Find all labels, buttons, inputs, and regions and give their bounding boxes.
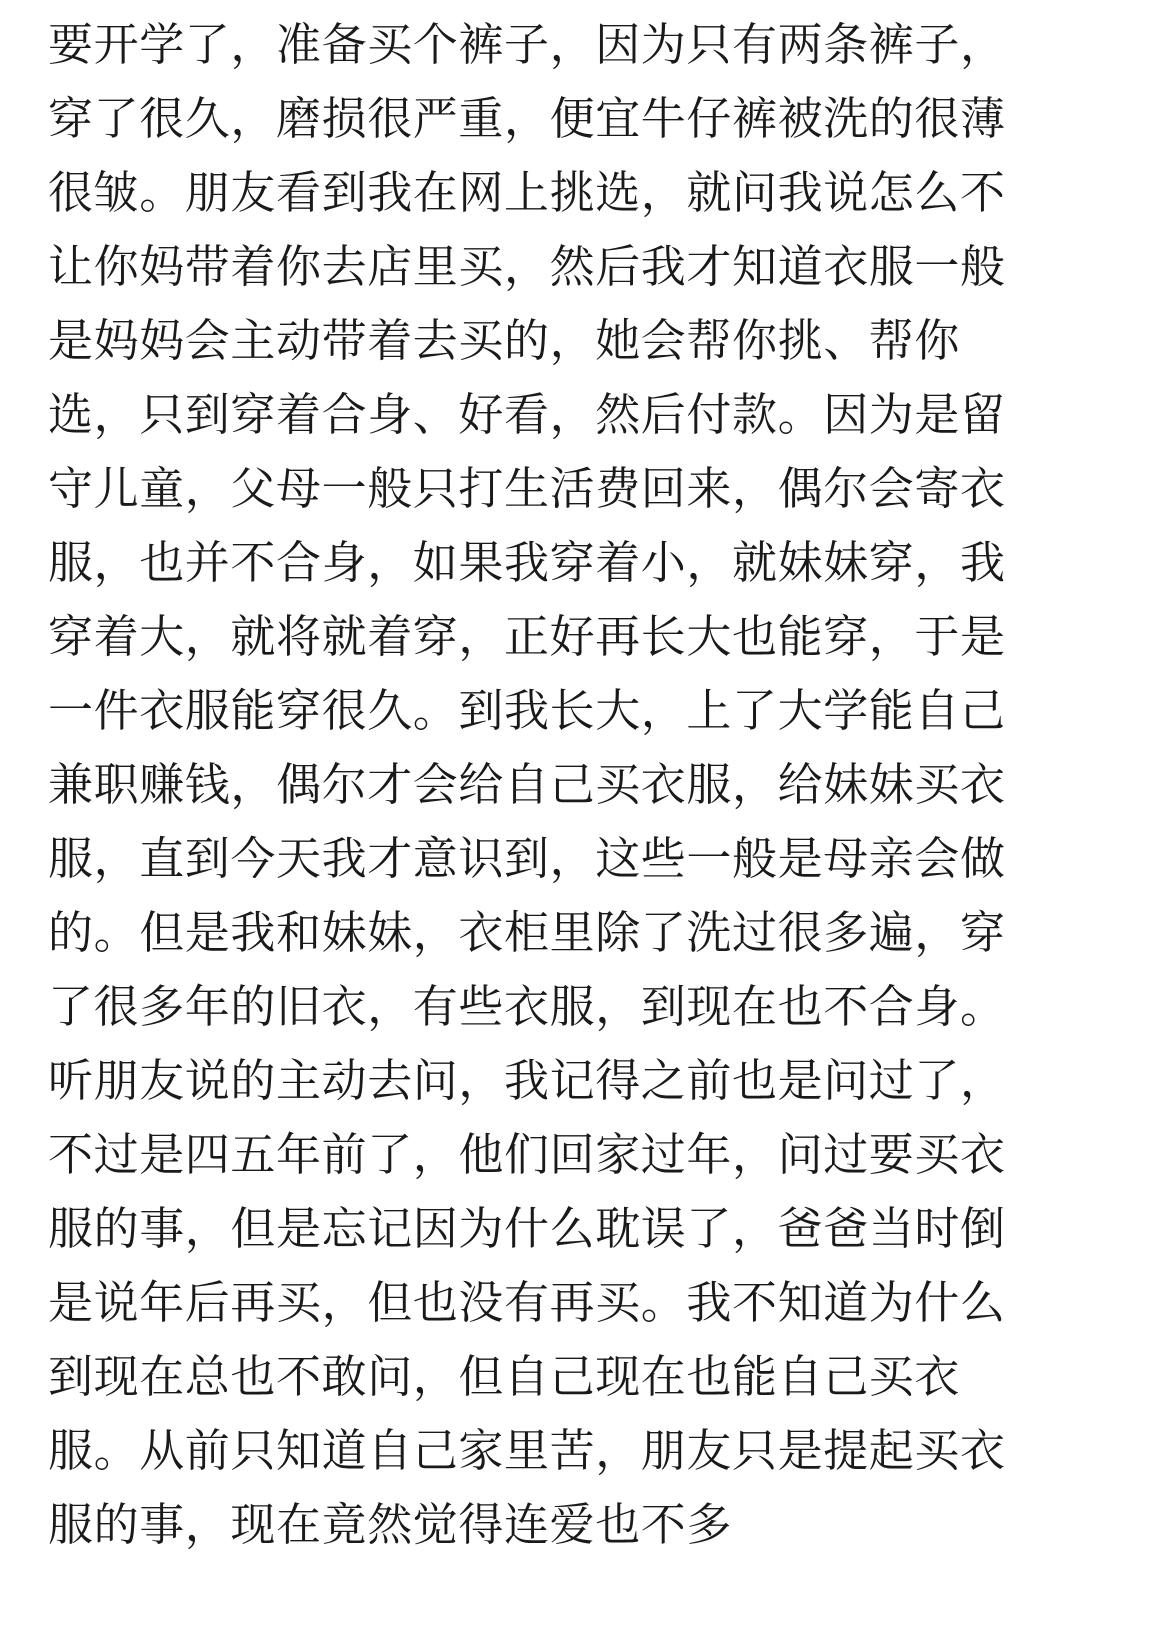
text-line: 穿了很久，磨损很严重，便宜牛仔裤被洗的很薄 xyxy=(48,92,1006,145)
text-line: 服。从前只知道自己家里苦，朋友只是提起买衣 xyxy=(48,1424,1006,1477)
text-line: 是妈妈会主动带着去买的，她会帮你挑、帮你 xyxy=(48,314,961,367)
text-line: 穿着大，就将就着穿，正好再长大也能穿，于是 xyxy=(48,610,1006,663)
text-line: 不过是四五年前了，他们回家过年，问过要买衣 xyxy=(48,1128,1006,1181)
text-line: 让你妈带着你去店里买，然后我才知道衣服一般 xyxy=(48,240,1006,293)
text-line: 听朋友说的主动去问，我记得之前也是问过了， xyxy=(48,1054,1006,1107)
post-body xyxy=(48,0,1138,1650)
text-line: 一件衣服能穿很久。到我长大，上了大学能自己 xyxy=(48,684,1006,737)
truncation-fade xyxy=(680,1585,1080,1645)
text-line: 是说年后再买，但也没有再买。我不知道为什么 xyxy=(48,1276,1006,1329)
text-line: 服，直到今天我才意识到，这些一般是母亲会做 xyxy=(48,832,1006,885)
text-line: 服的事，但是忘记因为什么耽误了，爸爸当时倒 xyxy=(48,1202,1006,1255)
text-line: 守儿童，父母一般只打生活费回来，偶尔会寄衣 xyxy=(48,462,1006,515)
text-line: 服，也并不合身，如果我穿着小，就妹妹穿，我 xyxy=(48,536,1006,589)
text-line: 兼职赚钱，偶尔才会给自己买衣服，给妹妹买衣 xyxy=(48,758,1006,811)
text-line: 了很多年的旧衣，有些衣服，到现在也不合身。 xyxy=(48,980,1006,1033)
text-line: 到现在总也不敢问，但自己现在也能自己买衣 xyxy=(48,1350,961,1403)
text-line: 很皱。朋友看到我在网上挑选，就问我说怎么不 xyxy=(48,166,1006,219)
text-line: 选，只到穿着合身、好看，然后付款。因为是留 xyxy=(48,388,1006,441)
text-line: 的。但是我和妹妹，衣柜里除了洗过很多遍，穿 xyxy=(48,906,1006,959)
text-line: 服的事，现在竟然觉得连爱也不多 xyxy=(48,1498,733,1551)
text-line: 要开学了，准备买个裤子，因为只有两条裤子， xyxy=(48,18,1006,71)
